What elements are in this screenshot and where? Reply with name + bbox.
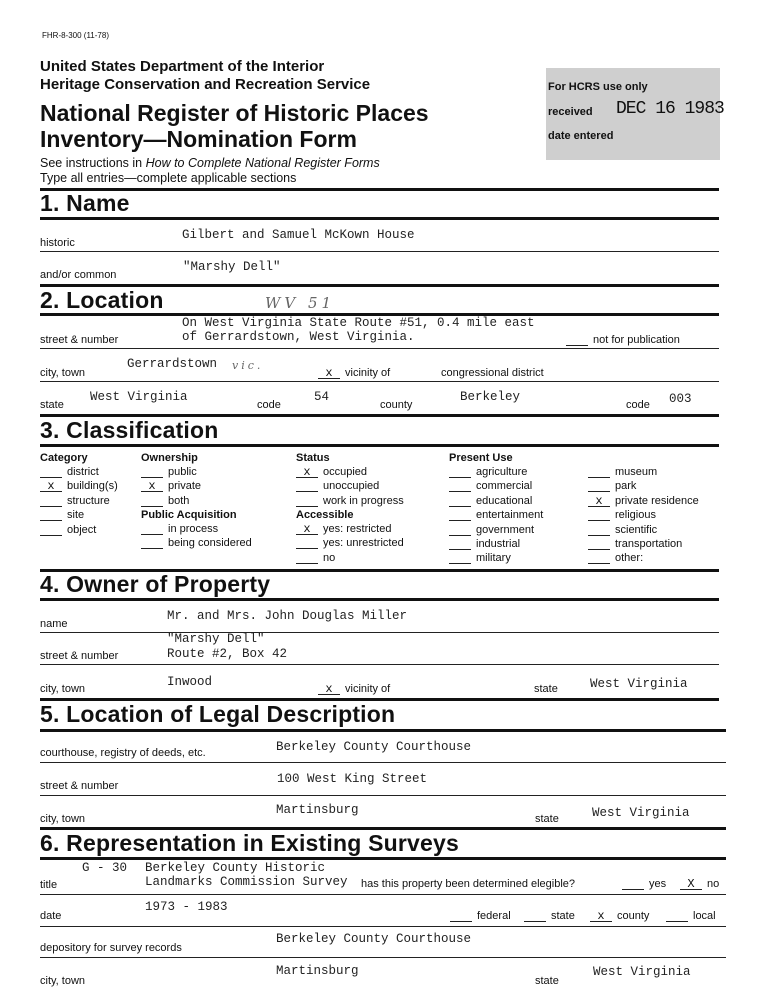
present-use-option <box>449 552 511 564</box>
stamp-received-date: DEC 16 1983 <box>616 99 724 119</box>
state-level-label: state <box>551 910 575 922</box>
accessible-option-label: yes: restricted <box>323 523 392 535</box>
owner-vicinity-blank[interactable]: x <box>318 684 340 695</box>
accessible-checkbox[interactable] <box>296 553 318 564</box>
stamp-received-label: received <box>548 106 593 118</box>
field-rule <box>40 926 726 927</box>
present-use-checkbox[interactable] <box>449 525 471 536</box>
eligibility-question: has this property been determined elegible? <box>361 878 576 890</box>
federal-label: federal <box>477 910 511 922</box>
owner-city-label: city, town <box>40 683 86 695</box>
present-use-checkbox[interactable] <box>449 539 471 550</box>
present-use-checkbox[interactable] <box>588 467 610 478</box>
local-level-field <box>666 910 716 922</box>
present-use-checkbox[interactable] <box>449 481 471 492</box>
section-6-heading: 6. Representation in Existing Surveys <box>40 830 459 856</box>
present-use-checkbox[interactable] <box>588 481 610 492</box>
status-option <box>296 466 367 478</box>
state-code-label: code <box>257 399 281 411</box>
survey-title-line1: Berkeley County Historic <box>145 861 326 875</box>
field-rule <box>40 632 719 633</box>
category-option-label: object <box>67 523 97 536</box>
eligible-yes-blank[interactable] <box>622 879 644 890</box>
category-title: Category <box>40 452 88 464</box>
legal-city-label: city, town <box>40 813 86 825</box>
present-use-checkbox[interactable] <box>449 467 471 478</box>
accessible-title: Accessible <box>296 509 354 521</box>
present-use-option-label: scientific <box>615 523 658 536</box>
section-4-heading: 4. Owner of Property <box>40 571 271 597</box>
congressional-district-label: congressional district <box>441 367 544 379</box>
eligible-no-label: no <box>707 878 720 890</box>
category-option <box>40 509 84 521</box>
present-use-checkbox[interactable] <box>588 539 610 550</box>
present-use-option-label: government <box>476 523 535 536</box>
present-use-option-label: agriculture <box>476 466 528 478</box>
field-rule <box>40 348 719 349</box>
form-number: FHR-8-300 (11-78) <box>42 31 109 40</box>
instructions-line1 <box>40 156 380 170</box>
stamp-date-entered-label: date entered <box>548 130 614 142</box>
category-checkbox[interactable] <box>40 496 62 507</box>
category-option <box>40 466 99 478</box>
federal-blank[interactable] <box>450 911 472 922</box>
vicinity-label: vicinity of <box>345 367 391 379</box>
owner-city-value: Inwood <box>167 675 213 689</box>
present-use-option-label: educational <box>476 494 533 507</box>
county-level-blank[interactable]: x <box>590 911 612 922</box>
ownership-option-label: both <box>168 494 190 507</box>
local-level-blank[interactable] <box>666 911 688 922</box>
accessible-option-label: no <box>323 551 336 564</box>
section-rule <box>40 598 719 601</box>
present-use-option <box>588 495 699 507</box>
category-option <box>40 495 110 507</box>
present-use-option <box>588 466 657 478</box>
owner-state-value: West Virginia <box>590 677 688 691</box>
present-use-checkbox[interactable] <box>588 553 610 564</box>
department-name: United States Department of the Interior <box>40 58 325 75</box>
owner-vicinity-label: vicinity of <box>345 683 391 695</box>
common-name-value: "Marshy Dell" <box>183 260 281 274</box>
survey-date-value: 1973 - 1983 <box>145 900 228 914</box>
accessible-checkbox[interactable]: x <box>296 524 318 535</box>
accessible-checkbox[interactable] <box>296 538 318 549</box>
field-rule <box>40 894 726 895</box>
instructions-line2: Type all entries—complete applicable sections <box>40 171 297 185</box>
status-checkbox[interactable]: x <box>296 467 318 478</box>
eligible-yes-field <box>622 878 666 890</box>
present-use-option <box>449 538 520 550</box>
owner-state-label: state <box>534 683 558 695</box>
field-rule <box>40 957 726 958</box>
owner-street-line1: "Marshy Dell" <box>167 632 265 646</box>
survey-state-label: state <box>535 975 559 987</box>
status-option-label: unoccupied <box>323 480 380 493</box>
state-level-blank[interactable] <box>524 911 546 922</box>
status-checkbox[interactable] <box>296 481 318 492</box>
category-option-label: site <box>67 509 85 522</box>
courthouse-value: Berkeley County Courthouse <box>276 740 472 754</box>
status-title: Status <box>296 452 330 464</box>
present-use-option-label: entertainment <box>476 509 544 522</box>
acquisition-option <box>141 537 252 549</box>
instructions-prefix: See instructions in <box>40 156 146 170</box>
stamp-heading: For HCRS use only <box>548 81 648 93</box>
section-rule <box>40 857 726 860</box>
state-code-value: 54 <box>314 390 330 404</box>
present-use-option-label: industrial <box>476 538 521 550</box>
present-use-option <box>449 466 527 478</box>
city-label: city, town <box>40 367 86 379</box>
street-label: street & number <box>40 334 119 346</box>
courthouse-label: courthouse, registry of deeds, etc. <box>40 747 206 759</box>
present-use-option <box>449 495 532 507</box>
present-use-option <box>588 509 656 521</box>
present-use-checkbox[interactable] <box>588 525 610 536</box>
ownership-option <box>141 466 197 478</box>
legal-state-value: West Virginia <box>592 806 690 820</box>
field-rule <box>40 251 719 252</box>
accessible-option <box>296 552 335 564</box>
present-use-option <box>588 480 636 492</box>
eligible-yes-label: yes <box>649 878 667 890</box>
section-5-heading: 5. Location of Legal Description <box>40 701 396 727</box>
present-use-option-label: other: <box>615 552 644 565</box>
legal-state-label: state <box>535 813 559 825</box>
instructions-title: How to Complete National Register Forms <box>145 156 380 170</box>
category-checkbox[interactable]: x <box>40 481 62 492</box>
owner-vicinity-field <box>318 683 390 695</box>
category-checkbox[interactable] <box>40 510 62 521</box>
legal-street-value: 100 West King Street <box>277 772 428 786</box>
acquisition-checkbox[interactable] <box>141 524 163 535</box>
ownership-checkbox[interactable] <box>141 496 163 507</box>
present-use-option <box>449 480 532 492</box>
acquisition-option-label: in process <box>168 523 219 535</box>
survey-city-value: Martinsburg <box>276 964 359 978</box>
field-rule <box>40 664 719 665</box>
section-1-heading: 1. Name <box>40 190 130 216</box>
ownership-option <box>141 495 189 507</box>
state-level-field <box>524 910 575 922</box>
category-option-label: structure <box>67 494 110 507</box>
field-rule <box>40 762 726 763</box>
not-for-publication-label: not for publication <box>593 334 680 346</box>
present-use-option <box>588 538 682 550</box>
form-title-line1: National Register of Historic Places <box>40 100 429 126</box>
form-title-line2: Inventory—Nomination Form <box>40 126 357 152</box>
category-checkbox[interactable] <box>40 467 62 478</box>
street-value-line2: of Gerrardstown, West Virginia. <box>182 330 415 344</box>
ownership-option-label: private <box>168 480 202 493</box>
owner-street-line2: Route #2, Box 42 <box>167 647 288 661</box>
ownership-checkbox[interactable]: x <box>141 481 163 492</box>
present-use-option-label: private residence <box>615 494 699 507</box>
present-use-option-label: transportation <box>615 538 683 550</box>
owner-name-label: name <box>40 618 68 630</box>
historic-name-value: Gilbert and Samuel McKown House <box>182 228 415 242</box>
field-rule <box>40 795 726 796</box>
acquisition-title: Public Acquisition <box>141 509 237 521</box>
accessible-option <box>296 537 404 549</box>
present-use-option <box>588 552 643 564</box>
present-use-option-label: park <box>615 480 637 493</box>
section-rule <box>40 217 719 220</box>
depository-label: depository for survey records <box>40 942 182 954</box>
street-value-line1: On West Virginia State Route #51, 0.4 mile east <box>182 316 535 330</box>
present-use-option-label: museum <box>615 466 658 478</box>
county-code-value: 003 <box>669 392 692 406</box>
present-use-option <box>449 524 534 536</box>
status-option-label: occupied <box>323 466 368 478</box>
ownership-option <box>141 480 201 492</box>
city-handwritten-note: vic. <box>232 359 264 372</box>
federal-field <box>450 910 511 922</box>
eligible-no-blank[interactable]: X <box>680 879 702 890</box>
survey-title-line2: Landmarks Commission Survey <box>145 875 348 889</box>
status-option <box>296 480 379 492</box>
accessible-option-label: yes: unrestricted <box>323 537 404 550</box>
present-use-checkbox[interactable]: x <box>588 496 610 507</box>
historic-label: historic <box>40 237 75 249</box>
present-use-option <box>588 524 657 536</box>
section-rule <box>40 444 719 447</box>
section-3-heading: 3. Classification <box>40 417 219 443</box>
county-code-label: code <box>626 399 650 411</box>
not-for-publication-blank[interactable] <box>566 335 588 346</box>
ownership-checkbox[interactable] <box>141 467 163 478</box>
survey-state-value: West Virginia <box>593 965 691 979</box>
county-level-label: county <box>617 910 650 922</box>
hcrs-use-only-stamp <box>546 68 724 160</box>
status-checkbox[interactable] <box>296 496 318 507</box>
present-use-option <box>449 509 543 521</box>
present-use-checkbox[interactable] <box>449 510 471 521</box>
acquisition-option-label: being considered <box>168 537 252 550</box>
survey-date-label: date <box>40 910 62 922</box>
survey-code: G - 30 <box>82 861 128 875</box>
present-use-title: Present Use <box>449 452 513 464</box>
category-option-label: building(s) <box>67 480 118 493</box>
handwritten-route-note: WV 51 <box>265 294 336 312</box>
legal-street-label: street & number <box>40 780 119 792</box>
service-name: Heritage Conservation and Recreation Service <box>40 76 371 93</box>
section-rule <box>40 188 719 191</box>
not-for-publication <box>566 334 680 346</box>
category-option-label: district <box>67 466 99 478</box>
vicinity-field <box>318 367 390 379</box>
present-use-option-label: commercial <box>476 480 533 493</box>
vicinity-blank[interactable]: x <box>318 368 340 379</box>
county-label: county <box>380 399 413 411</box>
city-value: Gerrardstown <box>127 357 218 371</box>
category-option <box>40 480 118 492</box>
present-use-option-label: religious <box>615 509 656 522</box>
section-2-heading: 2. Location <box>40 287 164 313</box>
present-use-checkbox[interactable] <box>588 510 610 521</box>
acquisition-option <box>141 523 218 535</box>
section-rule <box>40 729 726 732</box>
status-option-label: work in progress <box>323 494 404 507</box>
present-use-checkbox[interactable] <box>449 553 471 564</box>
status-option <box>296 495 404 507</box>
local-level-label: local <box>693 910 716 922</box>
present-use-option-label: military <box>476 552 511 565</box>
common-name-label: and/or common <box>40 269 117 281</box>
survey-title-label: title <box>40 879 58 891</box>
present-use-checkbox[interactable] <box>449 496 471 507</box>
accessible-option <box>296 523 391 535</box>
ownership-title: Ownership <box>141 452 198 464</box>
state-value: West Virginia <box>90 390 188 404</box>
owner-name-value: Mr. and Mrs. John Douglas Miller <box>167 609 408 623</box>
ownership-option-label: public <box>168 466 197 478</box>
category-option <box>40 524 96 536</box>
state-label: state <box>40 399 64 411</box>
category-checkbox[interactable] <box>40 525 62 536</box>
survey-city-label: city, town <box>40 975 86 987</box>
county-value: Berkeley <box>460 390 521 404</box>
field-rule <box>40 381 719 382</box>
county-level-field <box>590 910 649 922</box>
eligible-no-field <box>680 878 719 890</box>
depository-value: Berkeley County Courthouse <box>276 932 472 946</box>
owner-street-label: street & number <box>40 650 119 662</box>
acquisition-checkbox[interactable] <box>141 538 163 549</box>
legal-city-value: Martinsburg <box>276 803 359 817</box>
